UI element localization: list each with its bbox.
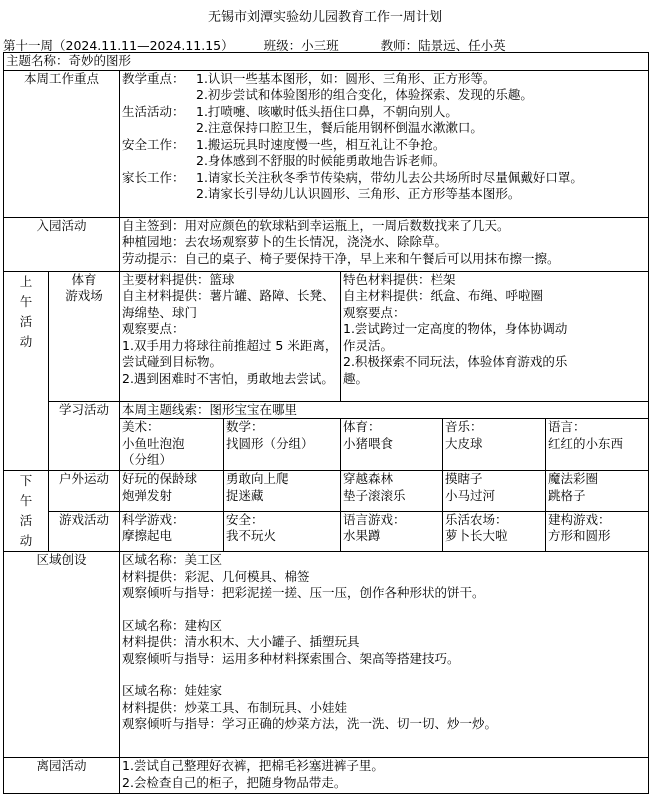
focus-label: 本周工作重点	[4, 70, 120, 217]
departure-row	[4, 758, 649, 794]
outdoor-cell-4: 摸瞎子 小马过河	[443, 471, 546, 512]
document-title: 无锡市刘潭实验幼儿园教育工作一周计划	[207, 10, 442, 25]
plan-table	[3, 52, 649, 794]
games-cell-3: 语言游戏： 水果蹲	[341, 511, 443, 552]
study-music: 音乐： 大皮球	[443, 419, 546, 471]
games-cell-1: 科学游戏： 摩擦起电	[120, 511, 224, 552]
pe-label: 体育 游戏场	[49, 271, 120, 401]
class-name: 班级：小三班	[263, 38, 339, 53]
study-art: 美术： 小鱼吐泡泡 （分组）	[120, 419, 224, 471]
departure-content: 1.尝试自己整理好衣裤，把棉毛衫塞进裤子里。 2.会检查自己的柜子，把随身物品带走。	[120, 758, 649, 794]
games-label: 游戏活动	[49, 511, 120, 552]
teacher-names: 教师：陆景远、任小英	[380, 38, 506, 53]
study-label: 学习活动	[49, 401, 120, 471]
study-clue: 本周主题线索：图形宝宝在哪里	[120, 401, 649, 419]
arrival-content: 自主签到：用对应颜色的软球粘到幸运瓶上，一周后数数找来了几天。 种植园地：去农场观察萝卜的生长情况，浇浇水、除除草。 劳动提示：自己的桌子、椅子要保持干净，早上来和午餐后可以用抹布擦一擦。	[120, 217, 649, 271]
outdoor-cell-5: 魔法彩圈 跳格子	[546, 471, 649, 512]
departure-label: 离园活动	[4, 758, 120, 794]
outdoor-label: 户外运动	[49, 471, 120, 512]
outdoor-cell-3: 穿越森林 垫子滚滚乐	[341, 471, 443, 512]
afternoon-label: 下 午 活 动	[4, 471, 49, 552]
focus-row	[4, 70, 649, 217]
pe-right-content: 特色材料提供：栏架 自主材料提供：纸盒、布绳、呼啦圈 观察要点： 1.尝试跨过一定高度的物体，身体协调动 作灵活。 2.积极探索不同玩法，体验体育游戏的乐 趣。	[341, 271, 649, 401]
outdoor-row	[4, 471, 649, 512]
areas-label: 区域创设	[4, 552, 120, 758]
week-range: 第十一周（2024.11.11—2024.11.15）	[3, 38, 234, 53]
arrival-label: 入园活动	[4, 217, 120, 271]
theme-row	[4, 53, 649, 71]
games-row	[4, 511, 649, 552]
theme-name: 主题名称：奇妙的图形	[4, 53, 649, 71]
outdoor-cell-1: 好玩的保龄球 炮弹发射	[120, 471, 224, 512]
games-cell-4: 乐活农场： 萝卜长大啦	[443, 511, 546, 552]
games-cell-2: 安全： 我不玩火	[224, 511, 341, 552]
focus-content: 教学重点： 1.认识一些基本图形，如：圆形、三角形、正方形等。 2.初步尝试和体验图形的组合变化，体验探索、发现的乐趣。 生活活动： 1.打喷嚏、咳嗽时低头捂住口鼻，不朝向别人。 2.注意保持口腔卫生，餐后能用钢杯倒温水漱漱口。 安全工作： 1.搬运玩具时速度慢一些，相互礼让不争抢。 2.身体感到不舒服的时候能勇敢地告诉老师。 家长工作： 1.请家长关注秋冬季节传染病，带幼儿去公共场所时尽量佩戴好口罩。 2.请家长引导幼儿认识圆形、三角形、正方形等基本图形。	[120, 70, 649, 217]
pe-row	[4, 271, 649, 401]
areas-row	[4, 552, 649, 758]
areas-content: 区域名称：美工区 材料提供：彩泥、几何模具、棉签 观察倾听与指导：把彩泥搓一搓、压一压，创作各种形状的饼干。 区域名称：建构区 材料提供：清水积木、大小罐子、插塑玩具 观察倾听与指导：运用多种材料探索围合、架高等搭建技巧。 区域名称：娃娃家 材料提供：炒菜工具、布制玩具、小娃娃 观察倾听与指导：学习正确的炒菜方法，洗一洗、切一切、炒一炒。	[120, 552, 649, 758]
games-cell-5: 建构游戏： 方形和圆形	[546, 511, 649, 552]
morning-label: 上 午 活 动	[4, 271, 49, 471]
study-pe: 体育： 小猪喂食	[341, 419, 443, 471]
arrival-row	[4, 217, 649, 271]
outdoor-cell-2: 勇敢向上爬 捉迷藏	[224, 471, 341, 512]
study-clue-row	[4, 401, 649, 419]
pe-left-content: 主要材料提供：篮球 自主材料提供：薯片罐、路障、长凳、 海绵垫、球门 观察要点： 1.双手用力将球往前推超过 5 米距离， 尝试碰到目标物。 2.遇到困难时不害怕，勇敢地去尝试。	[120, 271, 341, 401]
study-language: 语言： 红红的小东西	[546, 419, 649, 471]
study-math: 数学： 找圆形（分组）	[224, 419, 341, 471]
